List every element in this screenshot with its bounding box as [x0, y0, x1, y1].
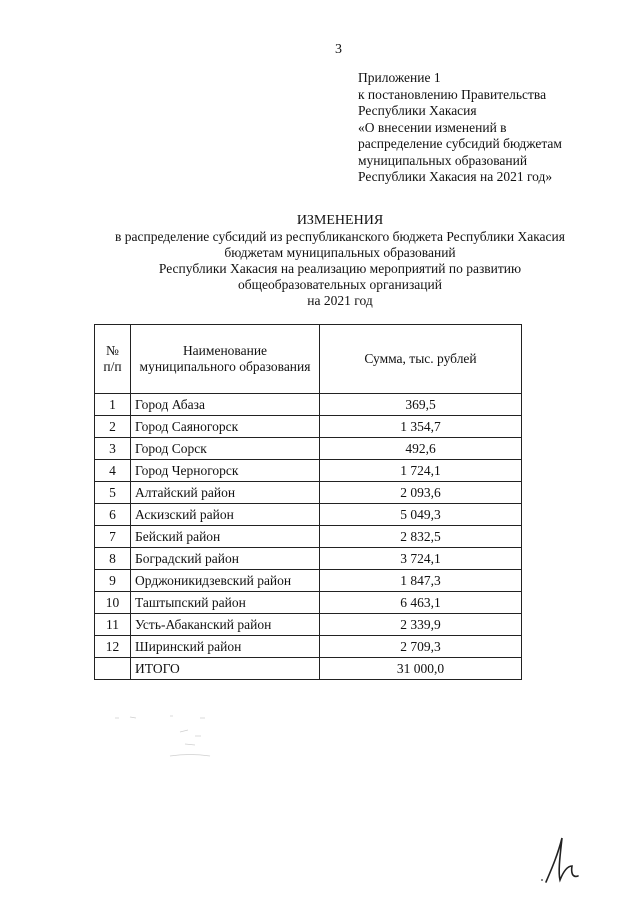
heading-line: в распределение субсидий из республиканского бюджета Республики Хакасия: [115, 229, 565, 244]
cell-sum: 2 709,3: [320, 636, 522, 658]
subsidy-table: [94, 324, 522, 680]
cell-num: 3: [95, 438, 131, 460]
document-title: ИЗМЕНЕНИЯ: [296, 213, 384, 228]
header-sum: Сумма, тыс. рублей: [320, 325, 522, 394]
cell-sum: 2 832,5: [320, 526, 522, 548]
table-row: [95, 438, 522, 460]
cell-name: Бейский район: [131, 526, 320, 548]
cell-sum: 3 724,1: [320, 548, 522, 570]
cell-sum: 1 847,3: [320, 570, 522, 592]
cell-name: Город Сорск: [131, 438, 320, 460]
cell-sum: 5 049,3: [320, 504, 522, 526]
cell-sum: 6 463,1: [320, 592, 522, 614]
cell-sum: 369,5: [320, 394, 522, 416]
appendix-line: Республики Хакасия: [358, 103, 477, 118]
cell-name: Аскизский район: [131, 504, 320, 526]
table-row: [95, 592, 522, 614]
appendix-line: Приложение 1: [358, 70, 441, 85]
table-row: [95, 416, 522, 438]
table-row: [95, 526, 522, 548]
cell-num: 4: [95, 460, 131, 482]
header-name: Наименование муниципального образования: [131, 325, 320, 394]
cell-sum: 1 354,7: [320, 416, 522, 438]
header-num: № п/п: [95, 325, 131, 394]
cell-name: Алтайский район: [131, 482, 320, 504]
table-row: [95, 482, 522, 504]
cell-sum: 31 000,0: [320, 658, 522, 680]
cell-num: 8: [95, 548, 131, 570]
cell-name: Город Черногорск: [131, 460, 320, 482]
table-row: [95, 504, 522, 526]
appendix-line: Республики Хакасия на 2021 год»: [358, 169, 553, 184]
table-row: [95, 614, 522, 636]
cell-num: 12: [95, 636, 131, 658]
table-total-row: [95, 658, 522, 680]
appendix-block: [358, 70, 598, 186]
cell-sum: 2 339,9: [320, 614, 522, 636]
appendix-line: муниципальных образований: [358, 152, 528, 168]
cell-name: Город Саяногорск: [131, 416, 320, 438]
cell-num: 11: [95, 614, 131, 636]
cell-name: Город Абаза: [131, 394, 320, 416]
cell-name: Таштыпский район: [131, 592, 320, 614]
cell-num: 2: [95, 416, 131, 438]
table-row: [95, 548, 522, 570]
table-row: [95, 460, 522, 482]
cell-num: 7: [95, 526, 131, 548]
heading-line: Республики Хакасия на реализацию мероприятий по развитию: [158, 261, 522, 276]
table-row: [95, 636, 522, 658]
cell-name: Усть-Абаканский район: [131, 614, 320, 636]
appendix-line: распределение субсидий бюджетам: [358, 136, 562, 151]
appendix-line: «О внесении изменений в: [358, 119, 507, 135]
appendix-line: к постановлению Правительства: [358, 86, 547, 102]
signature-mark: [538, 832, 586, 888]
cell-name: Боградский район: [131, 548, 320, 570]
cell-num: [95, 658, 131, 680]
cell-num: 10: [95, 592, 131, 614]
cell-name: Ширинский район: [131, 636, 320, 658]
document-heading: [40, 213, 640, 309]
cell-num: 1: [95, 394, 131, 416]
table-header-row: [95, 325, 522, 394]
cell-sum: 492,6: [320, 438, 522, 460]
table-row: [95, 394, 522, 416]
cell-name: Орджоникидзевский район: [131, 570, 320, 592]
cell-num: 6: [95, 504, 131, 526]
heading-line: бюджетам муниципальных образований: [224, 245, 456, 260]
cell-num: 5: [95, 482, 131, 504]
page-number: 3: [335, 42, 342, 57]
cell-name: ИТОГО: [131, 658, 320, 680]
cell-sum: 2 093,6: [320, 482, 522, 504]
table-body: [95, 394, 522, 680]
cell-num: 9: [95, 570, 131, 592]
heading-line: на 2021 год: [307, 293, 373, 308]
heading-line: общеобразовательных организаций: [238, 277, 442, 292]
table-row: [95, 570, 522, 592]
cell-sum: 1 724,1: [320, 460, 522, 482]
faint-stamp-marks: [110, 712, 230, 762]
